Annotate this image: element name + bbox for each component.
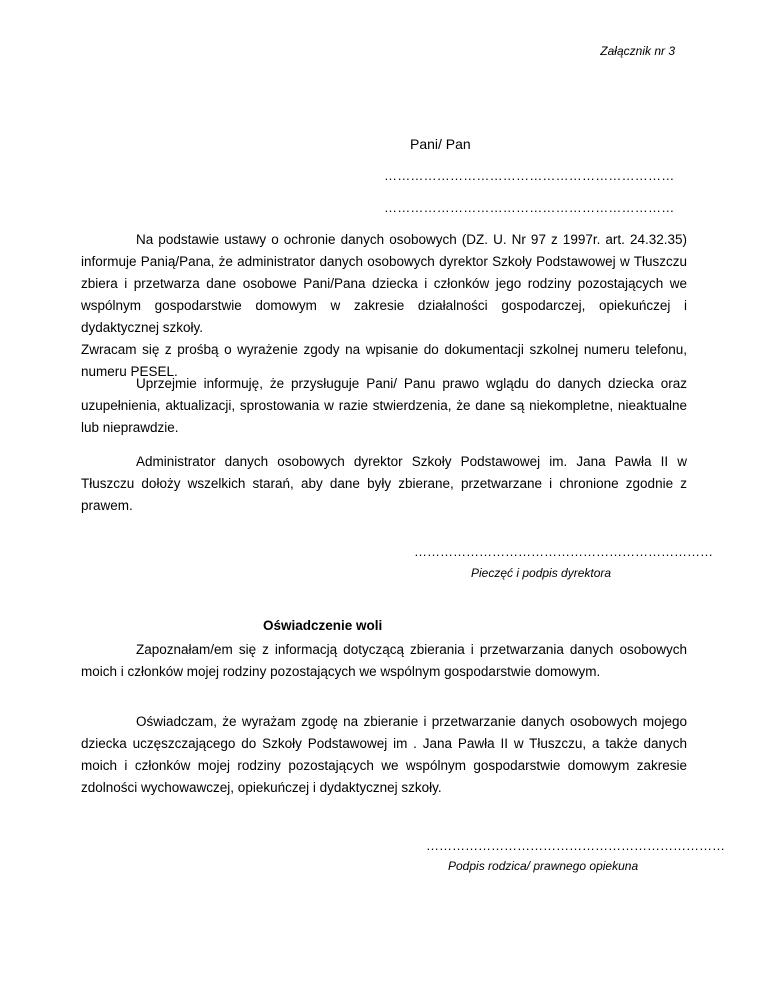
- consent-request-text: Zwracam się z prośbą o wyrażenie zgody na wpisanie do dokumentacji szkolnej numeru telefonu, numeru PESEL.: [81, 342, 687, 379]
- director-signature-caption: Pieczęć i podpis dyrektora: [471, 566, 612, 580]
- info-paragraph-1: [81, 229, 687, 383]
- parent-signature-caption: Podpis rodzica/ prawnego opiekuna: [448, 859, 639, 873]
- addressee-name-line: …………………………………………………………: [384, 168, 675, 183]
- legal-basis-text: Na podstawie ustawy o ochronie danych osobowych (DZ. U. Nr 97 z 1997r. art. 24.32.35) informuje Panią/Pana, że administrator danych osobowych dyrektor Szkoły Podstawowej w Tłuszczu zbiera i przetwarza dane osobowe Pani/Pana dziecka i członków jego rodziny pozostających we wspólnym gospodarstwie domowym w zakresie działalności gospodarczej, opiekuńczej i dydaktycznej szkoły.: [81, 232, 687, 335]
- declaration-heading: Oświadczenie woli: [263, 618, 383, 633]
- parent-signature-line: ……………………………………………………………: [426, 838, 725, 853]
- annex-label: Załącznik nr 3: [600, 44, 675, 58]
- addressee-address-line: …………………………………………………………: [384, 200, 675, 215]
- info-paragraph-3: Administrator danych osobowych dyrektor Szkoły Podstawowej im. Jana Pawła II w Tłuszczu dołoży wszelkich starań, aby dane były zbierane, przetwarzane i chronione zgodnie z prawem.: [81, 454, 687, 513]
- salutation: Pani/ Pan: [410, 136, 471, 152]
- declaration-paragraph-1: Zapoznałam/em się z informacją dotyczącą zbierania i przetwarzania danych osobowych moich i członków mojej rodziny pozostających we wspólnym gospodarstwie domowym.: [81, 642, 687, 679]
- info-paragraph-2: Uprzejmie informuję, że przysługuje Pani/ Panu prawo wglądu do danych dziecka oraz uzupełnienia, aktualizacji, sprostowania w razie stwierdzenia, że dane są niekompletne, nieaktualne lub nieprawdzie.: [81, 376, 687, 435]
- director-signature-line: ……………………………………………………………: [414, 544, 713, 559]
- declaration-paragraph-2: Oświadczam, że wyrażam zgodę na zbieranie i przetwarzanie danych osobowych mojego dziecka uczęszczającego do Szkoły Podstawowej im . Jana Pawła II w Tłuszczu, a także danych moich i członków mojej rodziny pozostających we wspólnym gospodarstwie domowym zakresie zdolności wychowawczej, opiekuńczej i dydaktycznej szkoły.: [81, 714, 687, 795]
